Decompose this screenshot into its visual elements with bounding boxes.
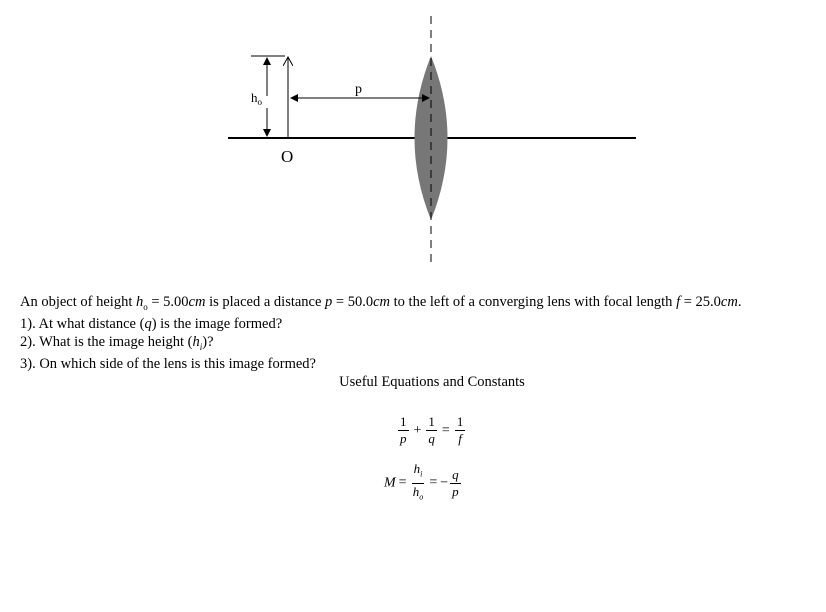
var-h-sub: i [199, 341, 203, 352]
numerator: q [452, 466, 459, 482]
text: . [737, 294, 742, 310]
height-label [251, 90, 263, 107]
problem-statement [20, 294, 820, 374]
thin-lens-equation [396, 414, 467, 447]
var-f: f [676, 294, 681, 310]
var-h-sub: o [143, 301, 148, 312]
converging-lens [415, 56, 448, 220]
question-2 [20, 334, 820, 356]
plus-sign: + [413, 422, 422, 438]
fraction [426, 414, 437, 447]
var-h-sub: i [420, 469, 423, 479]
var-h: h [412, 483, 420, 499]
numerator: 1 [400, 414, 407, 429]
equals-sign: = [429, 475, 438, 491]
question-3: 3). On which side of the lens is this image formed? [20, 356, 316, 373]
denominator: p [452, 483, 459, 499]
var-q: q [144, 316, 152, 333]
denominator: p [400, 431, 407, 446]
distance-label: p [355, 82, 362, 97]
text: An object of height [20, 294, 136, 310]
var-h: h [135, 294, 144, 310]
fraction [412, 461, 425, 505]
equals-sign: = [441, 422, 450, 438]
numerator: 1 [456, 414, 464, 429]
height-label-subscript: o [257, 97, 262, 107]
text: = 5.00 [147, 294, 189, 310]
text: )? [202, 333, 214, 350]
denominator [412, 484, 425, 506]
denominator: q [428, 431, 435, 446]
text: = 25.0 [680, 294, 721, 310]
origin-label: O [281, 147, 294, 166]
height-label-base: h [251, 90, 258, 105]
text: to the left of a converging lens with focal length [390, 294, 677, 310]
denominator: f [458, 431, 462, 446]
text: ) is the image formed? [151, 316, 283, 333]
text: 2). What is the image height ( [20, 333, 193, 350]
unit: cm [720, 294, 738, 310]
problem-line-1 [20, 294, 820, 316]
var-h: h [192, 333, 200, 350]
numerator: 1 [428, 414, 435, 429]
var-h-sub: o [419, 492, 424, 502]
var-M: M [384, 475, 396, 491]
numerator [412, 461, 425, 484]
text: 1). At what distance ( [20, 316, 145, 333]
text: = 50.0 [332, 294, 374, 310]
fraction [450, 467, 461, 500]
unit: cm [373, 294, 391, 310]
equals-sign: = [398, 475, 407, 491]
lens-diagram [0, 0, 826, 290]
unit: cm [188, 294, 206, 310]
equations-title: Useful Equations and Constants [339, 374, 525, 390]
text: is placed a distance [205, 294, 326, 310]
var-p: p [325, 294, 333, 310]
var-h: h [413, 461, 421, 476]
magnification-equation [384, 461, 463, 505]
question-1 [20, 316, 820, 334]
minus-sign: − [440, 475, 449, 491]
fraction [455, 414, 466, 447]
fraction [398, 414, 409, 447]
